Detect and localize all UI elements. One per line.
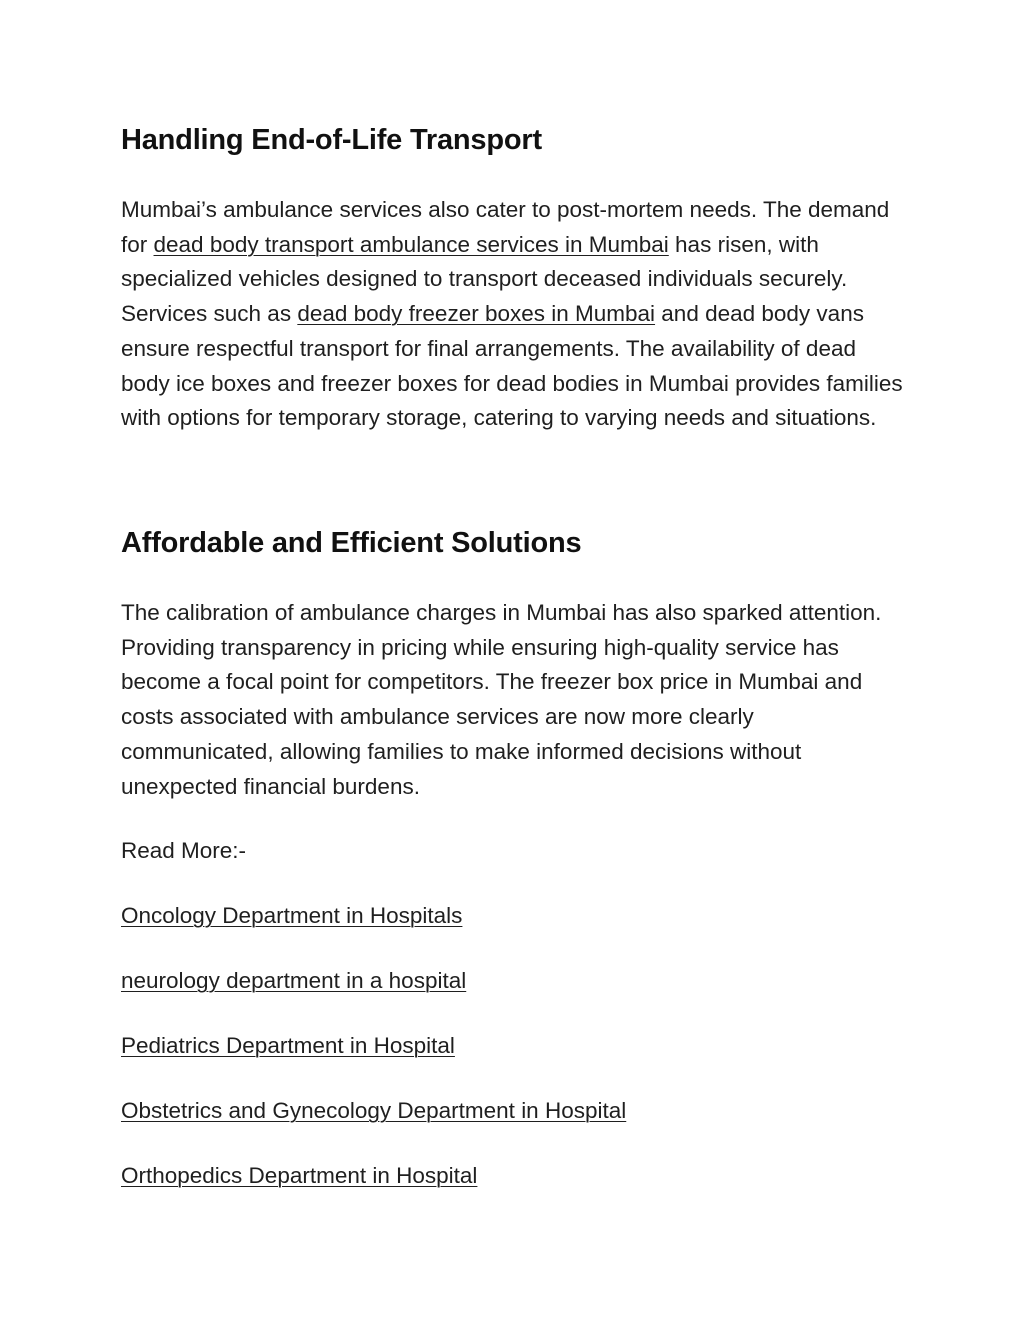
paragraph-text: Mumbai’s ambulance services also cater to post-mortem needs. The demand for — [121, 197, 890, 257]
list-item — [121, 1029, 455, 1064]
link-orthopedics[interactable]: Orthopedics Department in Hospital — [121, 1163, 478, 1188]
section-heading-affordable: Affordable and Efficient Solutions — [121, 527, 582, 559]
link-oncology[interactable]: Oncology Department in Hospitals — [121, 903, 463, 928]
paragraph-text: and dead body vans ensure respectful transport for final arrangements. The availability of dead body ice boxes and freezer boxes for dead bodies in Mumbai provides families with options for temporary storage, catering to varying needs and situations. — [121, 301, 903, 431]
paragraph-end-of-life — [121, 193, 911, 436]
link-dead-body-freezer-boxes[interactable]: dead body freezer boxes in Mumbai — [297, 301, 656, 327]
link-neurology[interactable]: neurology department in a hospital — [121, 968, 467, 993]
list-item — [121, 964, 466, 999]
paragraph-text: has risen, with specialized vehicles designed to transport deceased individuals securely. Services such as — [121, 231, 848, 327]
paragraph-affordable: The calibration of ambulance charges in Mumbai has also sparked attention. Providing transparency in pricing while ensuring high-quality service has become a focal point for competitors. The freezer box price in Mumbai and costs associated with ambulance services are now more clearly communicated, allowing families to make informed decisions without unexpected financial burdens. — [121, 600, 882, 799]
list-item — [121, 1094, 626, 1129]
list-item — [121, 899, 462, 934]
read-more-label: Read More:- — [121, 838, 247, 863]
list-item — [121, 1159, 477, 1194]
link-obstetrics-gynecology[interactable]: Obstetrics and Gynecology Department in Hospital — [121, 1098, 627, 1123]
link-dead-body-transport[interactable]: dead body transport ambulance services in Mumbai — [153, 231, 669, 257]
link-pediatrics[interactable]: Pediatrics Department in Hospital — [121, 1033, 455, 1058]
section-heading-end-of-life: Handling End-of-Life Transport — [121, 124, 542, 156]
